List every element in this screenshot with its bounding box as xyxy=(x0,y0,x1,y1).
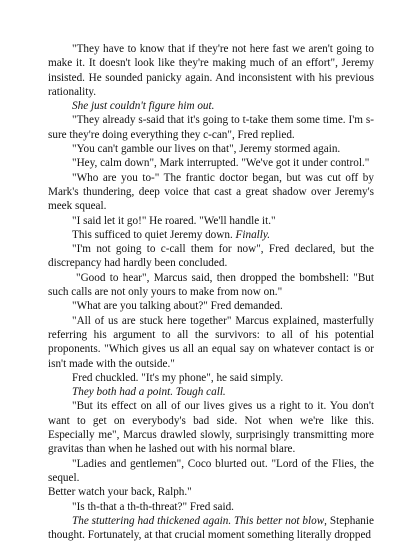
paragraph-text: "Is th-that a th-th-threat?" Fred said. xyxy=(72,500,234,513)
paragraph xyxy=(48,457,374,486)
book-page-text xyxy=(48,42,374,542)
paragraph-text: "You can't gamble our lives on that", Jeremy stormed again. xyxy=(72,143,341,156)
paragraph-text: "They have to know that if they're not here fast we aren't going to make it. It doesn't look like they're making much of an effort", Jeremy insisted. He sounded panicky again. And inconsistent with his previous rationality. xyxy=(48,43,374,98)
paragraph-text: "All of us are stuck here together" Marcus explained, masterfully referring his argument to all the survivors: to all of his potential proponents. "Which gives us all an equal say on whatever contact is or isn't made with the outside." xyxy=(48,314,374,370)
paragraph-text: This sufficed to quiet Jeremy down. xyxy=(72,228,236,241)
paragraph xyxy=(48,500,374,514)
paragraph xyxy=(48,42,374,99)
paragraph xyxy=(48,314,374,371)
paragraph xyxy=(48,242,374,271)
paragraph-text: "They already s-said that it's going to t-take them some time. I'm s-sure they're doing everything they c-can", Fred replied. xyxy=(48,114,374,141)
paragraph xyxy=(48,214,374,228)
paragraph xyxy=(48,156,374,170)
paragraph xyxy=(48,514,374,543)
paragraph xyxy=(48,371,374,385)
paragraph xyxy=(48,399,374,456)
paragraph xyxy=(48,271,374,300)
paragraph xyxy=(48,171,374,214)
paragraph-text: "I said let it go!" He roared. "We'll handle it." xyxy=(72,214,276,227)
italic-text: They both had a point. Tough call. xyxy=(72,386,226,399)
italic-text: Finally. xyxy=(235,228,271,241)
paragraph-text: Better watch your back, Ralph." xyxy=(48,486,192,499)
paragraph xyxy=(48,142,374,156)
paragraph-text: "Who are you to-" The frantic doctor began, but was cut off by Mark's thundering, deep voice that cast a great shadow over Jeremy's meek squeal. xyxy=(48,171,374,213)
paragraph xyxy=(48,113,374,142)
paragraph xyxy=(48,485,374,499)
paragraph-text: "Hey, calm down", Mark interrupted. "We've got it under control." xyxy=(72,157,370,170)
paragraph-text: "But its effect on all of our lives gives us a right to it. You don't want to get on everybody's bad side. Not when we're like this. Especially me", Marcus drawled slowly, surprisingly transmitting more gravitas than when he lashed out with his normal blare. xyxy=(48,400,374,456)
italic-text: She just couldn't figure him out. xyxy=(72,100,215,113)
paragraph-text: "Ladies and gentlemen", Coco blurted out. "Lord of the Flies, the sequel. xyxy=(48,457,374,484)
paragraph xyxy=(48,99,374,113)
paragraph-text: , Stephanie thought. Fortunately, at that crucial moment something literally dropped xyxy=(48,514,374,542)
paragraph xyxy=(48,299,374,313)
paragraph-text: "Good to hear", Marcus said, then dropped the bombshell: "But such calls are not only yours to make from now on." xyxy=(48,271,374,299)
paragraph-text: "I'm not going to c-call them for now", Fred declared, but the discrepancy had hardly been concluded. xyxy=(48,243,374,270)
italic-text: The stuttering had thickened again. This better not blow xyxy=(72,514,325,527)
paragraph xyxy=(48,228,374,242)
paragraph-text: Fred chuckled. "It's my phone", he said simply. xyxy=(72,371,284,384)
paragraph-text: "What are you talking about?" Fred demanded. xyxy=(72,300,283,313)
paragraph xyxy=(48,385,374,399)
